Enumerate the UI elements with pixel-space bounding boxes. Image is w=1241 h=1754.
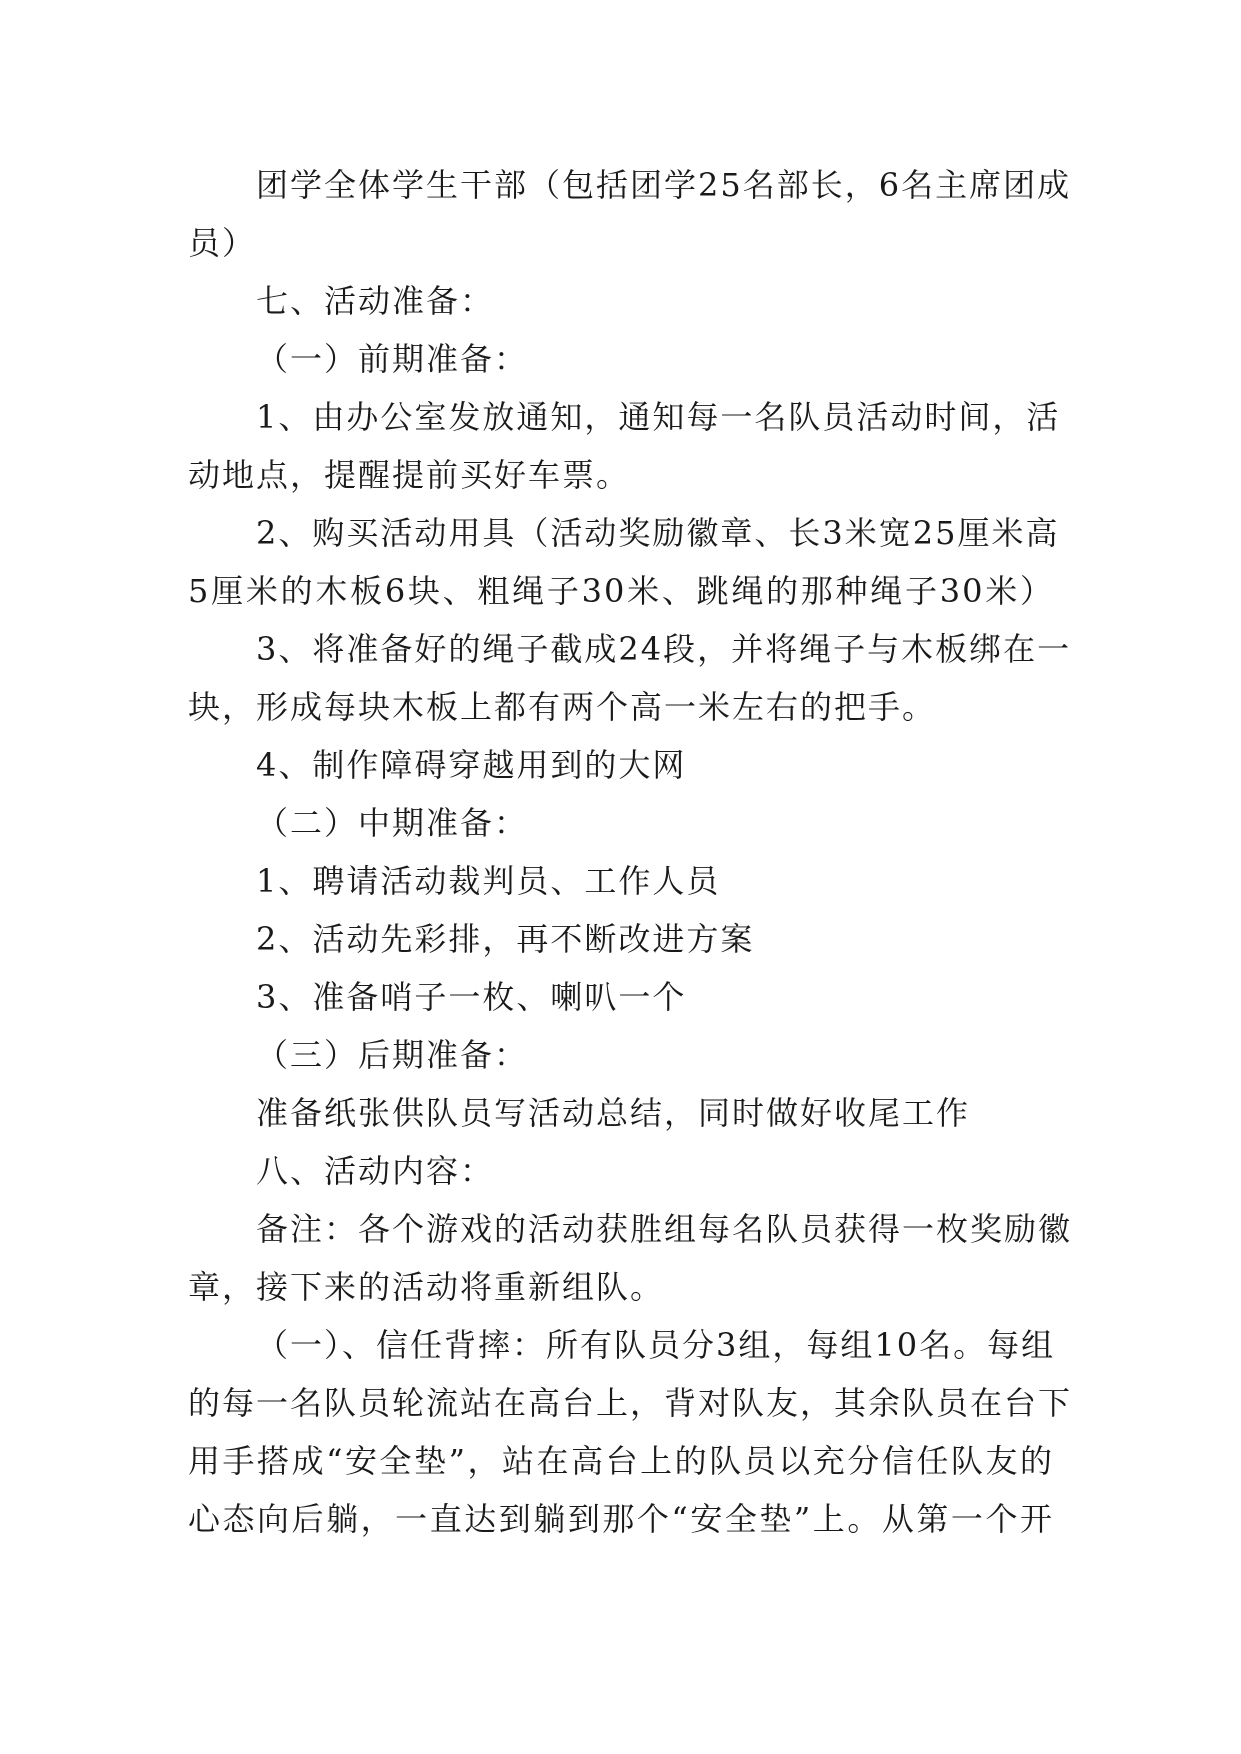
paragraph-line: 动地点，提醒提前买好车票。 <box>188 456 631 494</box>
paragraph-line: 块，形成每块木板上都有两个高一米左右的把手。 <box>188 688 937 726</box>
paragraph-line: 的每一名队员轮流站在高台上，背对队友，其余队员在台下 <box>188 1384 1073 1422</box>
paragraph-line: 5厘米的木板6块、粗绳子30米、跳绳的那种绳子30米） <box>188 572 1054 610</box>
paragraph-line: 心态向后躺，一直达到躺到那个“安全垫”上。从第一个开 <box>188 1500 1054 1538</box>
paragraph-line: 用手搭成“安全垫”，站在高台上的队员以充分信任队友的 <box>188 1442 1054 1480</box>
paragraph-line: 3、将准备好的绳子截成24段，并将绳子与木板绑在一 <box>256 630 1072 668</box>
paragraph-line: 团学全体学生干部（包括团学25名部长，6名主席团成 <box>256 166 1072 204</box>
paragraph-line: （一）、信任背摔：所有队员分3组，每组10名。每组 <box>256 1326 1056 1364</box>
paragraph-line: 备注：各个游戏的活动获胜组每名队员获得一枚奖励徽 <box>256 1210 1073 1248</box>
paragraph-line: 章，接下来的活动将重新组队。 <box>188 1268 665 1306</box>
paragraph-line: 1、由办公室发放通知，通知每一名队员活动时间，活 <box>256 398 1061 436</box>
subsection-heading: （一）前期准备： <box>256 340 529 378</box>
paragraph-line: 准备纸张供队员写活动总结，同时做好收尾工作 <box>256 1094 971 1132</box>
paragraph-line: 3、准备哨子一枚、喇叭一个 <box>256 978 687 1016</box>
subsection-heading: （三）后期准备： <box>256 1036 529 1074</box>
section-heading: 八、活动内容： <box>256 1152 495 1190</box>
paragraph-line: 2、活动先彩排，再不断改进方案 <box>256 920 755 958</box>
paragraph-line: 1、聘请活动裁判员、工作人员 <box>256 862 721 900</box>
subsection-heading: （二）中期准备： <box>256 804 529 842</box>
paragraph-line: 2、购买活动用具（活动奖励徽章、长3米宽25厘米高 <box>256 514 1060 552</box>
document-body <box>188 156 1073 1548</box>
paragraph-line: 员） <box>188 224 257 262</box>
section-heading: 七、活动准备： <box>256 282 495 320</box>
paragraph-line: 4、制作障碍穿越用到的大网 <box>256 746 687 784</box>
